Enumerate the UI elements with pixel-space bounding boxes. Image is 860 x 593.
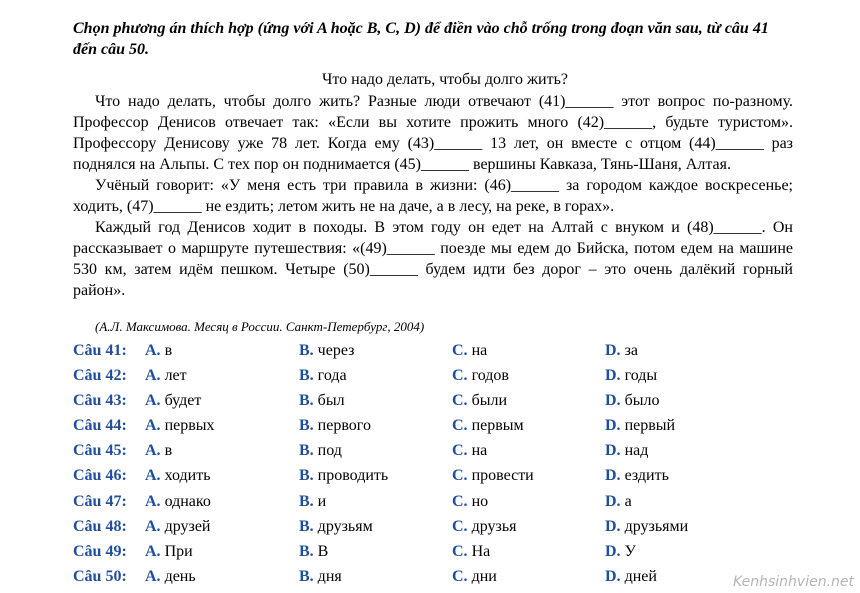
- answer-option-c[interactable]: [452, 566, 497, 588]
- question-label: Câu 47:: [73, 492, 127, 510]
- option-text: друзей: [164, 517, 211, 535]
- answer-option-a[interactable]: [145, 465, 210, 487]
- option-text: друзьями: [624, 517, 689, 535]
- option-letter: D.: [605, 442, 621, 460]
- answer-option-a[interactable]: [145, 440, 172, 462]
- answer-option-c[interactable]: [452, 365, 509, 387]
- question-row: [73, 390, 793, 415]
- option-letter: A.: [145, 467, 161, 485]
- answer-option-b[interactable]: [299, 516, 373, 538]
- answer-option-a[interactable]: [145, 365, 187, 387]
- option-text: годов: [471, 367, 509, 385]
- question-row: [73, 465, 793, 490]
- answer-option-c[interactable]: [452, 491, 488, 513]
- option-letter: C.: [452, 367, 468, 385]
- option-letter: D.: [605, 517, 621, 535]
- option-text: в: [164, 442, 173, 460]
- option-letter: A.: [145, 442, 161, 460]
- option-letter: C.: [452, 467, 468, 485]
- option-letter: C.: [452, 517, 468, 535]
- answer-option-d[interactable]: [605, 541, 636, 563]
- question-label: Câu 49:: [73, 542, 127, 560]
- answer-option-b[interactable]: [299, 340, 354, 362]
- option-letter: A.: [145, 492, 161, 510]
- question-label: Câu 41:: [73, 342, 127, 359]
- option-text: были: [471, 392, 507, 410]
- answer-option-b[interactable]: [299, 491, 326, 513]
- option-letter: D.: [605, 467, 621, 485]
- option-letter: D.: [605, 567, 621, 585]
- option-text: день: [164, 567, 196, 585]
- question-row: [73, 566, 793, 591]
- answer-option-d[interactable]: [605, 390, 659, 412]
- option-text: На: [471, 542, 491, 560]
- option-text: над: [624, 442, 649, 460]
- option-letter: C.: [452, 417, 468, 435]
- option-text: годы: [624, 367, 658, 385]
- answer-option-c[interactable]: [452, 440, 487, 462]
- option-text: года: [317, 367, 347, 385]
- option-text: на: [471, 442, 488, 460]
- option-text: был: [317, 392, 345, 410]
- question-label: Câu 44:: [73, 417, 127, 435]
- option-text: провести: [471, 467, 534, 485]
- option-letter: D.: [605, 342, 621, 359]
- option-text: на: [471, 342, 488, 359]
- option-letter: C.: [452, 542, 468, 560]
- option-text: дни: [471, 567, 497, 585]
- option-text: При: [164, 542, 193, 560]
- passage-paragraph: Что надо делать, чтобы долго жить? Разные люди отвечают (41)______ этот вопрос по-разному. Профессор Денисов отвечает так: «Если вы хотите прожить много (42)______, будьте туристом». Профессору Денисову уже 78 лет. Когда ему (43)______ 13 лет, он вместе с отцом (44)______ раз поднялся на Альпы. С тех пор он поднимается (45)______ вершины Кавказа, Тянь-Шаня, Алтая.: [73, 93, 793, 173]
- option-text: через: [317, 342, 355, 359]
- answer-option-d[interactable]: [605, 516, 688, 538]
- option-letter: A.: [145, 517, 161, 535]
- question-label: Câu 42:: [73, 367, 127, 385]
- option-text: было: [624, 392, 660, 410]
- option-letter: B.: [299, 492, 314, 510]
- option-text: ходить: [164, 467, 211, 485]
- option-text: ездить: [624, 467, 669, 485]
- question-label: Câu 50:: [73, 567, 127, 585]
- option-letter: C.: [452, 392, 468, 410]
- option-letter: D.: [605, 392, 621, 410]
- option-letter: A.: [145, 417, 161, 435]
- answer-option-d[interactable]: [605, 465, 669, 487]
- option-letter: D.: [605, 417, 621, 435]
- option-text: первых: [164, 417, 215, 435]
- option-letter: A.: [145, 567, 161, 585]
- question-row: [73, 491, 793, 516]
- option-text: друзьям: [317, 517, 373, 535]
- option-text: первого: [317, 417, 371, 435]
- option-text: но: [471, 492, 489, 510]
- option-text: однако: [164, 492, 211, 510]
- question-label: Câu 48:: [73, 517, 127, 535]
- option-letter: B.: [299, 392, 314, 410]
- option-text: а: [624, 492, 632, 510]
- question-row: [73, 440, 793, 465]
- option-text: друзья: [471, 517, 517, 535]
- question-row: [73, 516, 793, 541]
- option-text: в: [164, 342, 173, 359]
- option-text: дня: [317, 567, 342, 585]
- exercise-instruction: Chọn phương án thích hợp (ứng với A hoặc B, C, D) để điền vào chỗ trống trong đoạn văn sau, từ câu 41 đến câu 50.: [73, 20, 769, 58]
- question-row: [73, 415, 793, 440]
- option-letter: B.: [299, 442, 314, 460]
- question-row: [73, 340, 793, 365]
- answer-option-b[interactable]: [299, 440, 342, 462]
- option-text: В: [317, 542, 329, 560]
- option-letter: B.: [299, 417, 314, 435]
- option-letter: B.: [299, 517, 314, 535]
- option-letter: D.: [605, 542, 621, 560]
- option-text: первый: [624, 417, 676, 435]
- answer-option-a[interactable]: [145, 390, 201, 412]
- question-row: [73, 541, 793, 566]
- option-letter: A.: [145, 392, 161, 410]
- option-letter: B.: [299, 367, 314, 385]
- answer-option-b[interactable]: [299, 415, 371, 437]
- option-text: дней: [624, 567, 657, 585]
- option-letter: C.: [452, 342, 468, 359]
- option-letter: C.: [452, 442, 468, 460]
- answer-option-c[interactable]: [452, 390, 507, 412]
- option-text: будет: [164, 392, 202, 410]
- question-row: [73, 365, 793, 390]
- option-text: лет: [164, 367, 187, 385]
- site-watermark: Kenhsinhvien.net: [732, 574, 854, 590]
- answer-option-d[interactable]: [605, 415, 675, 437]
- answer-option-d[interactable]: [605, 340, 638, 362]
- option-text: первым: [471, 417, 524, 435]
- option-text: и: [317, 492, 327, 510]
- answer-option-c[interactable]: [452, 516, 516, 538]
- passage-paragraph: Учёный говорит: «У меня есть три правила в жизни: (46)______ за городом каждое воскресенье; ходить, (47)______ не ездить; летом жить не на даче, а в лесу, на реке, в горах».: [73, 177, 793, 215]
- reading-passage: [73, 91, 793, 301]
- answer-option-a[interactable]: [145, 516, 210, 538]
- question-list: [73, 340, 793, 591]
- answer-option-a[interactable]: [145, 541, 193, 563]
- answer-option-a[interactable]: [145, 415, 215, 437]
- option-letter: A.: [145, 542, 161, 560]
- answer-option-b[interactable]: [299, 566, 342, 588]
- answer-option-c[interactable]: [452, 415, 524, 437]
- answer-option-d[interactable]: [605, 365, 657, 387]
- passage-title: Что надо делать, чтобы долго жить?: [322, 71, 568, 88]
- answer-option-b[interactable]: [299, 541, 328, 563]
- answer-option-a[interactable]: [145, 340, 172, 362]
- answer-option-b[interactable]: [299, 390, 345, 412]
- option-letter: B.: [299, 467, 314, 485]
- option-letter: A.: [145, 342, 161, 359]
- option-letter: C.: [452, 492, 468, 510]
- option-letter: B.: [299, 567, 314, 585]
- question-label: Câu 45:: [73, 442, 127, 460]
- passage-source: (А.Л. Максимова. Месяц в России. Санкт-Петербург, 2004): [95, 319, 425, 334]
- option-letter: B.: [299, 542, 314, 560]
- answer-option-d[interactable]: [605, 491, 632, 513]
- option-letter: A.: [145, 367, 161, 385]
- answer-option-d[interactable]: [605, 440, 648, 462]
- answer-option-c[interactable]: [452, 340, 487, 362]
- option-text: проводить: [317, 467, 389, 485]
- answer-option-c[interactable]: [452, 465, 534, 487]
- option-text: У: [624, 542, 636, 560]
- answer-option-d[interactable]: [605, 566, 657, 588]
- option-letter: D.: [605, 367, 621, 385]
- option-letter: D.: [605, 492, 621, 510]
- answer-option-a[interactable]: [145, 566, 196, 588]
- answer-option-b[interactable]: [299, 365, 347, 387]
- answer-option-a[interactable]: [145, 491, 211, 513]
- question-label: Câu 43:: [73, 392, 127, 410]
- option-letter: B.: [299, 342, 314, 359]
- option-letter: C.: [452, 567, 468, 585]
- answer-option-c[interactable]: [452, 541, 490, 563]
- answer-option-b[interactable]: [299, 465, 388, 487]
- option-text: под: [317, 442, 342, 460]
- question-label: Câu 46:: [73, 467, 127, 485]
- passage-paragraph: Каждый год Денисов ходит в походы. В этом году он едет на Алтай с внуком и (48)______. Он рассказывает о маршруте путешествия: «(49)______ поезде мы едем до Бийска, потом едем на машине 530 км, затем идём пешком. Четыре (50)______ будем идти без дорог – это очень далёкий горный район».: [73, 219, 793, 299]
- option-text: за: [624, 342, 638, 359]
